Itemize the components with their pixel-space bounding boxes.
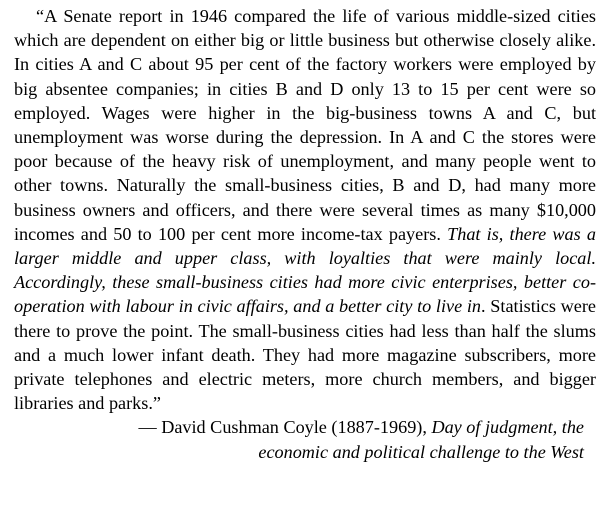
quote-paragraph [14, 4, 596, 415]
attribution [14, 415, 596, 463]
attribution-work-title-line2: economic and political challenge to the West [258, 441, 584, 462]
quote-text-part1: A Senate report in 1946 compared the life of various middle-sized cities which are dependent on either big or little business but otherwise closely alike. In cities A and C about 95 per cent of the factory workers were employed by big absentee companies; in cities B and D only 13 to 15 per cent were so employed. Wages were higher in the big-business towns A and C, but unemployment was worse during the depression. In A and C the stores were poor because of the heavy risk of unemployment, and many people went to other towns. Naturally the small-business cities, B and D, had many more business owners and officers, and there were several times as many $10,000 incomes and 50 to 100 per cent more income-tax payers. [14, 6, 596, 244]
attribution-work-title-line1: Day of judgment, the [431, 417, 584, 438]
open-quote-mark: “ [36, 6, 45, 26]
quote-text-part2: . Statistics were there to prove the point. The small-business cities had less than half the slums and a much lower infant death. They had more magazine subscribers, more private telephones and electric meters, more church members, and bigger libraries and parks. [14, 296, 596, 414]
attribution-author: — David Cushman Coyle (1887-1969), [138, 417, 427, 438]
close-quote-mark: ” [152, 393, 161, 414]
document-page [14, 4, 596, 464]
quote-italic-emphasis: That is, there was a larger middle and upper class, with loyalties that were mainly local. Accordingly, these small-business cities had more civic enterprises, better co-operation with labour in civic affairs, and a better city to live in [14, 223, 597, 317]
